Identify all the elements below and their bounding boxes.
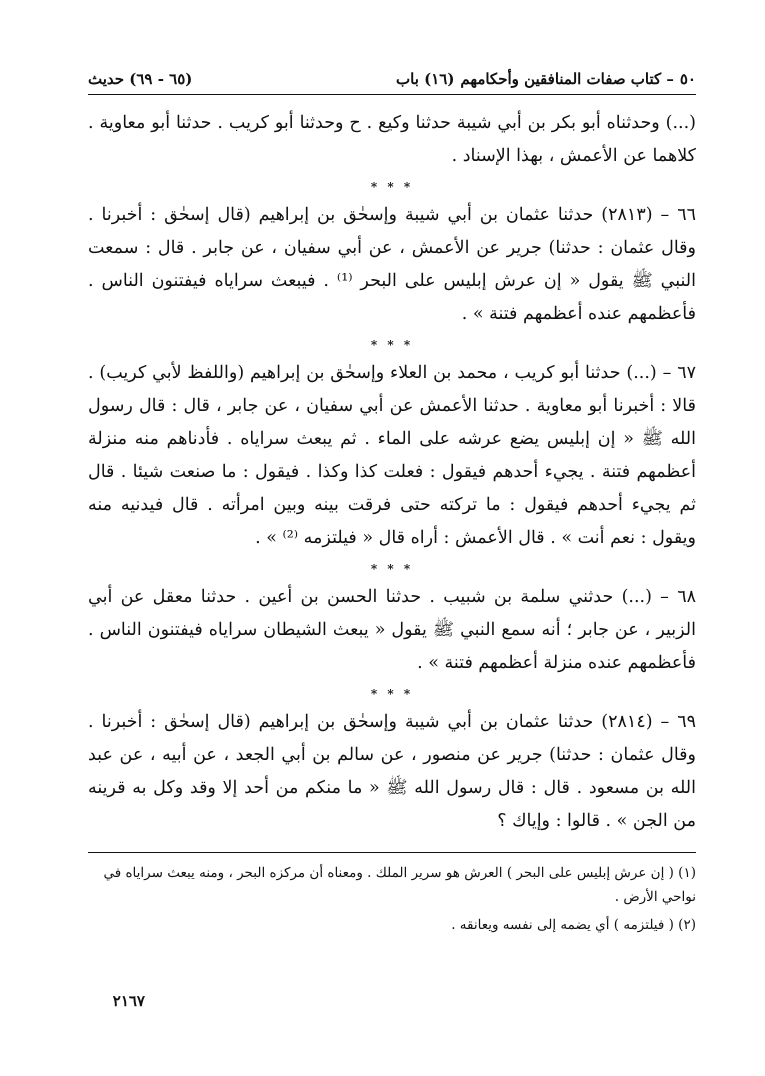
hadith-paragraph: (...) وحدثناه أبو بكر بن أبي شيبة حدثنا وكيع . ح وحدثنا أبو كريب . حدثنا أبو معاوية . كلاهما عن الأعمش ، بهذا الإسناد . xyxy=(88,113,696,166)
hadith-paragraph: ٦٧ – (...) حدثنا أبو كريب ، محمد بن العلاء وإسحٰق بن إبراهيم (واللفظ لأبي كريب) . قالا : أخبرنا أبو معاوية . حدثنا الأعمش عن أبي سفيان ، عن جابر ، قال : قال رسول الله ﷺ « إن إبليس يضع عرشه على الماء . ثم يبعث سراياه . فأدناهم منه منزلة أعظمهم فتنة . يجيء أحدهم فيقول : فعلت كذا وكذا . فيقول : ما صنعت شيئا . قال ثم يجيء أحدهم فيقول : ما تركته حتى فرقت بينه وبين امرأته . قال فيدنيه منه ويقول : نعم أنت » . قال الأعمش : أراه قال « فيلتزمه ⁽²⁾ » . xyxy=(88,363,696,548)
section-separator: * * * xyxy=(370,562,414,576)
page-number: ٢١٦٧ xyxy=(112,992,145,1010)
section-separator: * * * xyxy=(370,687,414,701)
header-book-title: – كتاب صفات المنافقين وأحكامهم xyxy=(460,70,674,88)
hadith-paragraph: ٦٩ – (٢٨١٤) حدثنا عثمان بن أبي شيبة وإسحٰق بن إبراهيم (قال إسحٰق : أخبرنا . وقال عثمان : حدثنا) جرير عن منصور ، عن سالم بن أبي الجعد ، عن أبيه ، عن عبد الله بن مسعود . قال : قال رسول الله ﷺ « ما منكم من أحد إلا وقد وكل به قرينه من الجن » . قالوا : وإياك ؟ xyxy=(88,712,697,831)
header-page-num: ٥٠ xyxy=(679,70,696,88)
footnotes xyxy=(88,852,696,937)
header-chapter: (١٦) باب xyxy=(396,70,455,88)
hadith-paragraph: ٦٦ – (٢٨١٣) حدثنا عثمان بن أبي شيبة وإسحٰق بن إبراهيم (قال إسحٰق : أخبرنا . وقال عثمان : حدثنا) جرير عن الأعمش ، عن أبي سفيان ، عن جابر . قال : سمعت النبي ﷺ يقول « إن عرش إبليس على البحر ⁽¹⁾ . فيبعث سراياه فيفتنون الناس . فأعظمهم عنده أعظمهم فتنة » . xyxy=(88,205,697,324)
section-separator: * * * xyxy=(370,180,414,194)
main-text xyxy=(88,107,696,838)
footnote: (٢) ( فيلتزمه ) أي يضمه إلى نفسه ويعانقه . xyxy=(451,917,696,933)
header-right xyxy=(396,70,696,88)
header-hadith-range: (٦٥ - ٦٩) حديث xyxy=(88,70,193,88)
hadith-paragraph: ٦٨ – (...) حدثني سلمة بن شبيب . حدثنا الحسن بن أعين . حدثنا معقل عن أبي الزبير ، عن جابر ؛ أنه سمع النبي ﷺ يقول « يبعث الشيطان سراياه فيفتنون الناس . فأعظمهم عنده منزلة أعظمهم فتنة » . xyxy=(88,587,696,673)
footnote: (١) ( إن عرش إبليس على البحر ) العرش هو سرير الملك . ومعناه أن مركزه البحر ، ومنه يبعث سراياه في نواحي الأرض . xyxy=(103,865,696,905)
page xyxy=(88,70,696,941)
section-separator: * * * xyxy=(370,338,414,352)
running-header xyxy=(88,70,696,95)
